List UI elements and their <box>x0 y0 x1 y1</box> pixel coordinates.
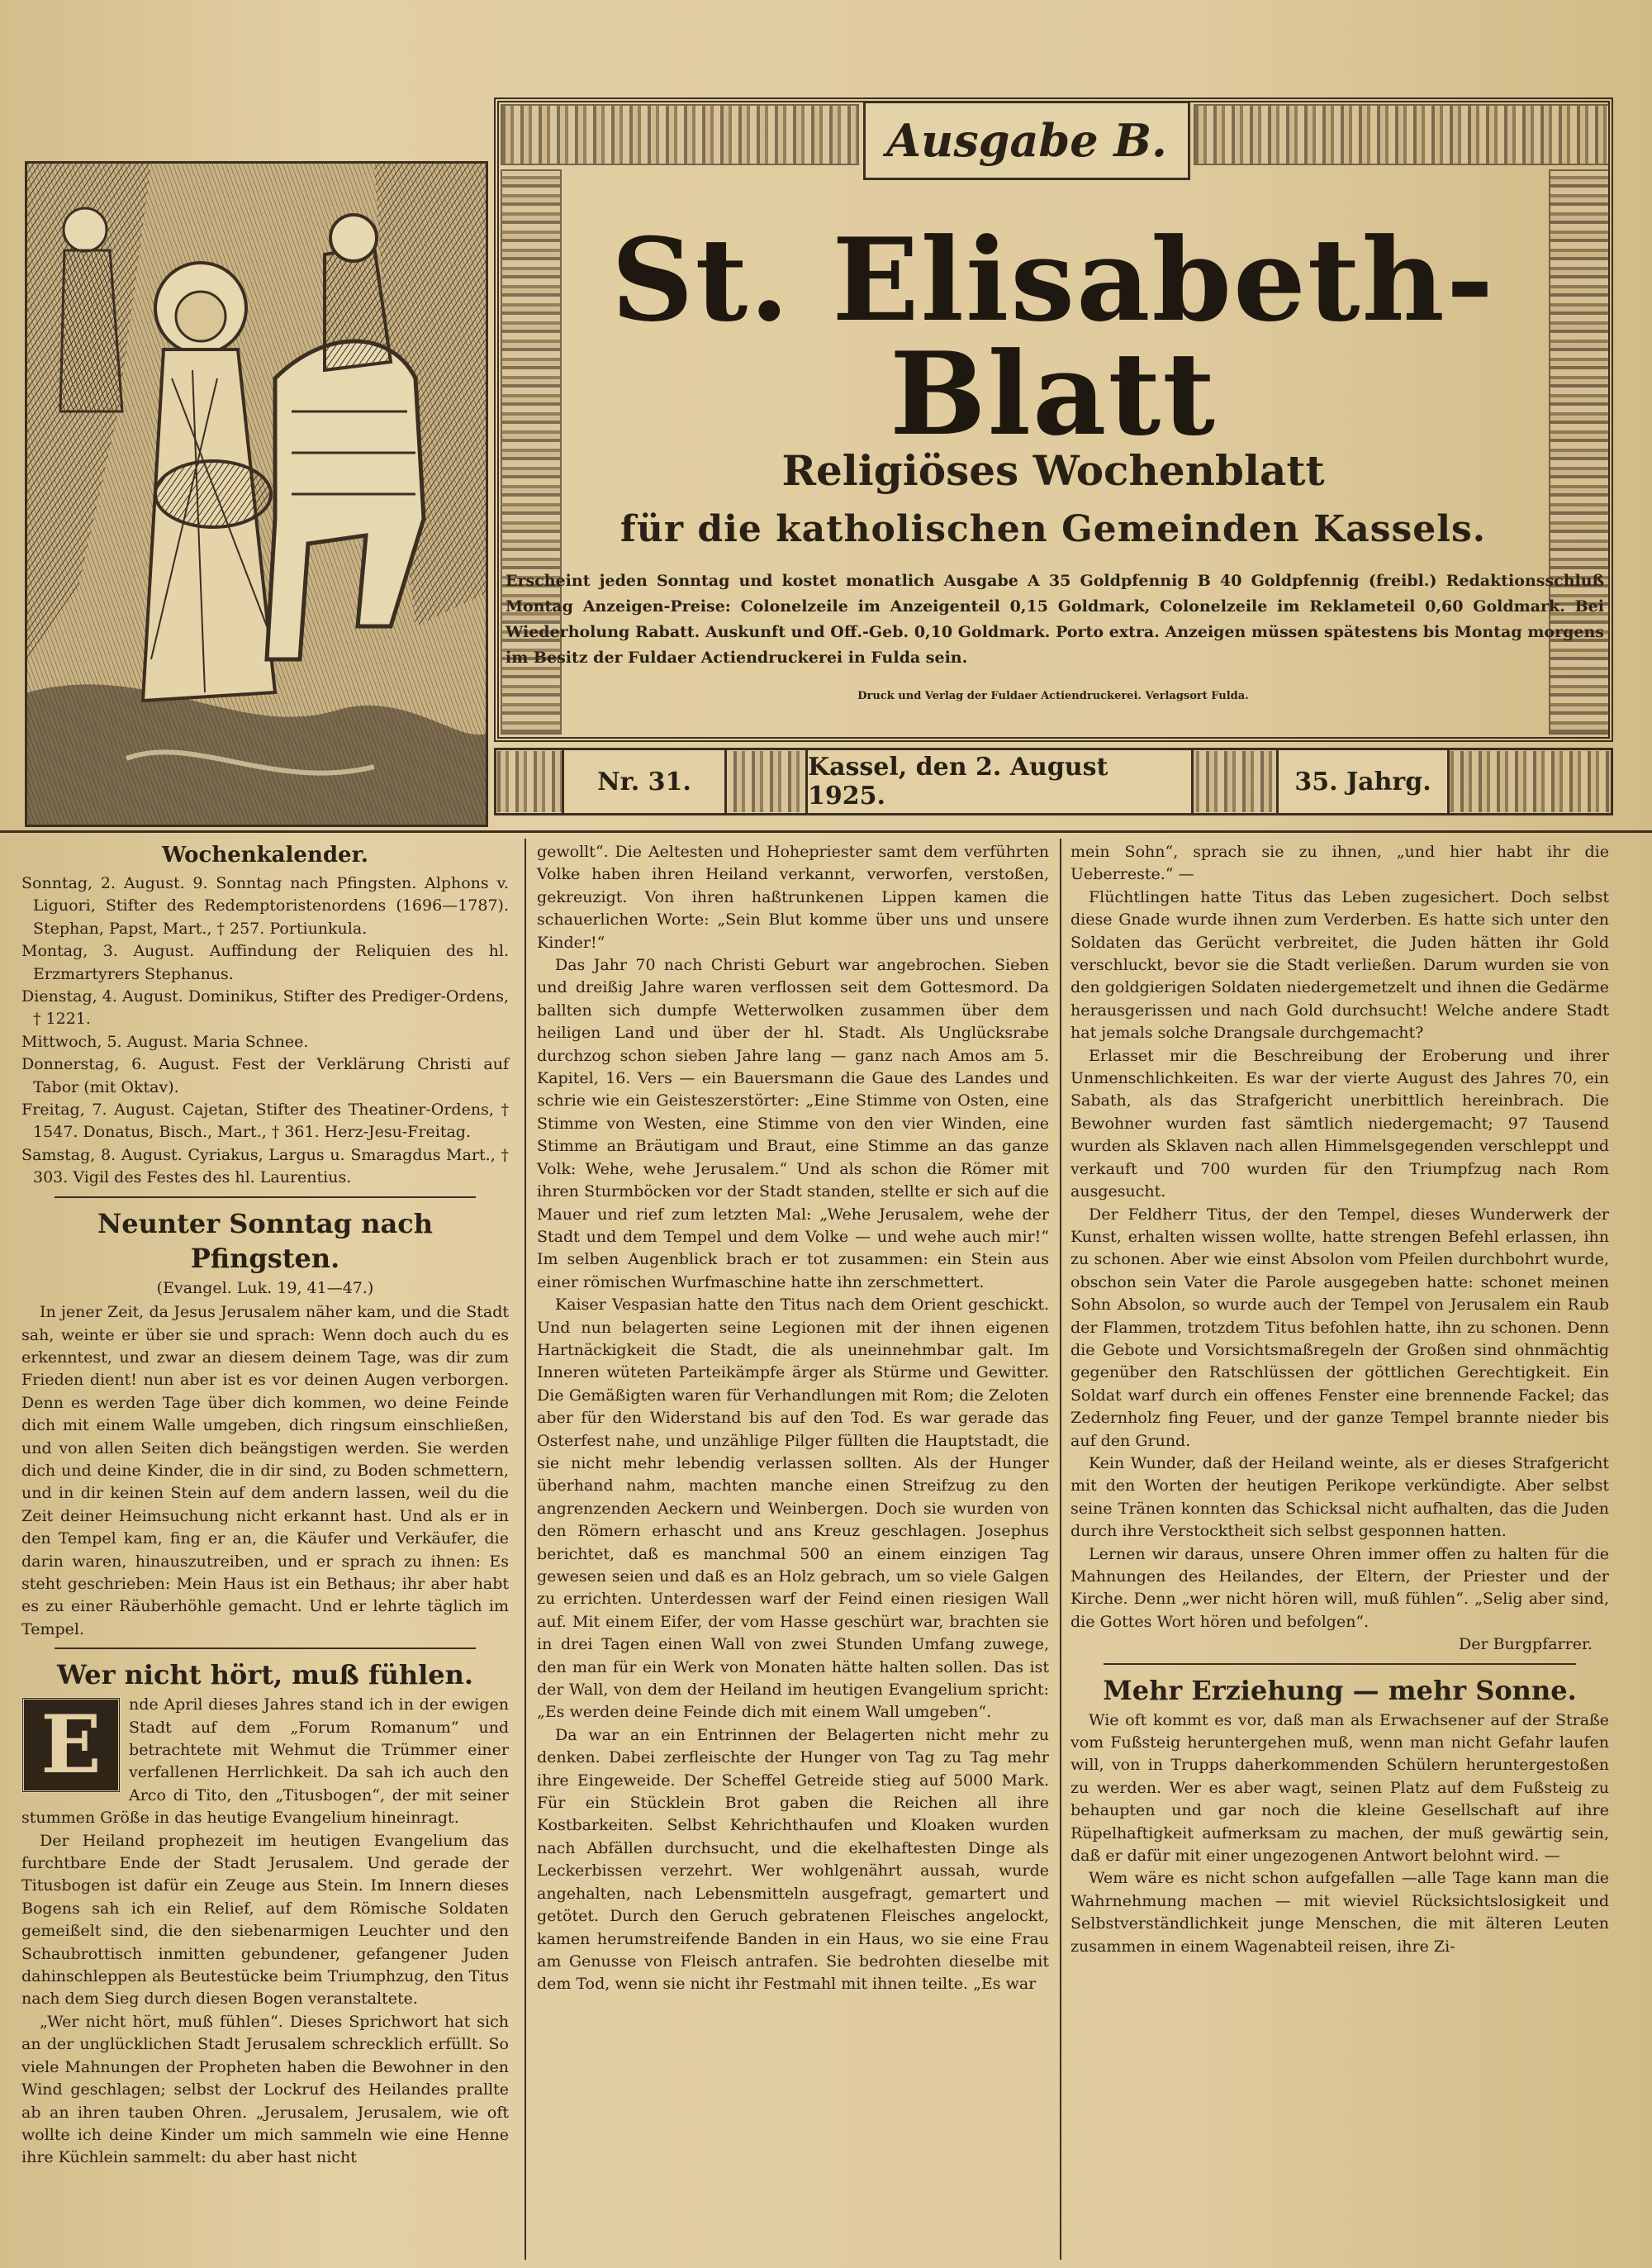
gospel-reference: (Evangel. Luk. 19, 41—47.) <box>156 1278 374 1297</box>
subscription-notice: Erscheint jeden Sonntag und kostet monatlich Ausgabe A 35 Goldpfennig B 40 Goldpfennig (freibl.) Redaktionsschluß Montag Anzeigen-Preise: Colonelzeile im Anzeigenteil 0,15 Goldmark, Colonelzeile im Reklameteil 0,60 Goldmark. Bei Wiederholung Rabatt. Auskunft und Off.-Geb. 0,10 Goldmark. Porto extra. Anzeigen müssen spätestens bis Montag morgens im Besitz der Fuldaer Actiendruckerei in Fulda sein. <box>506 572 1604 667</box>
newspaper-subtitle-2: für die katholischen Gemeinden Kassels. <box>620 508 1487 550</box>
ornament-band-left <box>501 104 859 165</box>
kalender-entry: Freitag, 7. August. Cajetan, Stifter des Theatiner-Ordens, † 1547. Donatus, Bisch., Mart., † 361. Herz-Jesu-Freitag. <box>21 1101 509 1142</box>
section-divider <box>1104 1663 1576 1665</box>
article-paragraph: Lernen wir daraus, unsere Ohren immer offen zu halten für die Mahnungen des Heilandes, der Eltern, der Priester und der Kirche. Denn „wer nicht hören will, muß fühlen“. „Selig aber sind, die Gottes Wort hören und befolgen“. <box>1070 1544 1609 1631</box>
article-paragraph: Erlasset mir die Beschreibung der Eroberung und ihrer Unmenschlichkeiten. Es war der vierte August des Jahres 70, ein Sabath, als das Strafgericht unerbittlich hereinbrach. Die Bewohner wurden fast sämtlich niedergemacht; 97 Tausend wurden als Sklaven nach allen Himmelsgegenden verschleppt und verkauft und 700 wurden für den Triumpfzug nach Rom ausgesucht. <box>1070 1046 1609 1201</box>
article-paragraph: mein Sohn“, sprach sie zu ihnen, „und hier habt ihr die Ueberreste.“ — <box>1070 843 1609 884</box>
kalender-entry: Montag, 3. August. Auffindung der Reliquien des hl. Erzmartyrers Stephanus. <box>21 942 509 983</box>
wochenkalender-heading: Wochenkalender. <box>162 843 368 868</box>
fuehlen-heading: Wer nicht hört, muß fühlen. <box>56 1659 474 1691</box>
decorated-initial: E <box>21 1697 121 1793</box>
column-3 <box>1070 841 1609 1958</box>
erziehung-heading: Mehr Erziehung — mehr Sonne. <box>1103 1674 1577 1706</box>
article-paragraph: Kaiser Vespasian hatte den Titus nach dem Orient geschickt. Und nun belagerten seine Legionen mit der ihnen eigenen Hartnäckigkeit die Stadt, die als uneinnehmbar galt. Im Inneren wüteten Parteikämpfe ärger als Stürme und Gewitter. Die Gemäßigten waren für Verhandlungen mit Rom; die Zeloten aber für den Widerstand bis auf den Tod. Es war gerade das Osterfest nahe, und unzählige Pilger füllten die Hauptstadt, die sie nicht mehr lebendig verlassen sollten. Als der Hunger überhand nahm, machten manche einen Streifzug zu den angrenzenden Aeckern und Weinbergen. Doch sie wurden von den Römern erhascht und ans Kreuz geschlagen. Josephus berichtet, daß es manchmal 500 an einem einzigen Tag gewesen seien und daß es an Holz gebrach, um so viele Galgen zu errichten. Unterdessen warf der Feind einen riesigen Wall auf. Mit einem Eifer, der vom Hasse geschürt war, brachten sie in drei Tagen einen Wall von zwei Stunden Umfang zuwege, den man für ein Werk von Monaten hätte halten sollen. Das ist der Wall, von dem der Heiland im heutigen Evangelium spricht: „Es werden deine Feinde dich mit einem Wall umgeben“. <box>537 1296 1049 1722</box>
header-rule <box>0 830 1652 833</box>
section-divider <box>55 1648 476 1649</box>
edition-label: Ausgabe B. <box>863 101 1190 180</box>
kalender-entry: Samstag, 8. August. Cyriakus, Largus u. Smaragdus Mart., † 303. Vigil des Festes des hl. Laurentius. <box>21 1145 509 1187</box>
gospel-text: In jener Zeit, da Jesus Jerusalem näher kam, und die Stadt sah, weinte er über sie und sprach: Wenn doch auch du es erkenntest, und zwar an diesem deinem Tage, was dir zum Frieden dient! nun aber ist es vor deinen Augen verborgen. Denn es werden Tage über dich kommen, wo deine Feinde dich mit einem Walle umgeben, dich ringsum einschließen, und von allen Seiten dich beängstigen werden. Sie werden dich und deine Kinder, die in dir sind, zu Boden schmettern, und in dir keinen Stein auf dem andern lassen, weil du die Zeit deiner Heimsuchung nicht erkannt hast. Und als er in den Tempel kam, fing er an, die Käufer und Verkäufer, die darin waren, hinauszutreiben, und er sprach zu ihnen: Es steht geschrieben: Mein Haus ist ein Bethaus; ihr aber habt es zu einer Räuberhöhle gemacht. Und er lehrte täglich im Tempel. <box>21 1303 509 1638</box>
article-paragraph: Kein Wunder, daß der Heiland weinte, als er dieses Strafgericht mit den Worten der heutigen Perikope verkündigte. Aber selbst seine Tränen konnten das Schicksal nicht aufhalten, das die Juden durch ihre Verstocktheit sich selbst gesponnen hatten. <box>1070 1453 1609 1541</box>
column-rule-2 <box>1060 839 1061 2260</box>
issue-number: Nr. 31. <box>562 748 727 815</box>
column-2 <box>537 841 1049 1996</box>
article-paragraph: Der Heiland prophezeit im heutigen Evangelium das furchtbare Ende der Stadt Jerusalem. Und gerade der Titusbogen ist dafür ein Zeuge aus Stein. Im Innern dieses Bogens sah ich ein Relief, auf dem Römische Soldaten gemeißelt sind, die den siebenarmigen Leuchter und den Schaubrottisch inmitten gebundener, gefangener Juden dahinschleppen als Beutestücke beim Triumphzug, den Titus nach dem Sieg durch diesen Bogen veranstaltete. <box>21 1831 509 2009</box>
ornament-band-right <box>1194 104 1610 165</box>
column-rule-1 <box>525 839 526 2260</box>
imprint-line: Druck und Verlag der Fuldaer Actiendruckerei. Verlagsort Fulda. <box>857 690 1249 702</box>
article-paragraph: „Wer nicht hört, muß fühlen“. Dieses Sprichwort hat sich an der unglücklichen Stadt Jerusalem schrecklich erfüllt. So viele Mahnungen der Propheten haben die Bewohner in den Wind geschlagen; selbst der Lockruf des Heilandes prallte ab an ihren tauben Ohren. „Jerusalem, Jerusalem, wie oft wollte ich deine Kinder um mich sammeln wie eine Henne ihre Küchlein sammelt: du aber hast nicht <box>21 2012 509 2167</box>
kalender-entry: Donnerstag, 6. August. Fest der Verklärung Christi auf Tabor (mit Oktav). <box>21 1055 509 1096</box>
article-paragraph: Das Jahr 70 nach Christi Geburt war angebrochen. Sieben und dreißig Jahre waren verflossen seit dem Gottesmord. Da ballten sich dumpfe Wetterwolken zusammen über dem heiligen Land und über der hl. Stadt. Als Unglücksrabe durchzog schon sieben Jahre lang — ganz nach Amos am 5. Kapitel, 16. Vers — ein Bauersmann die Gaue des Landes und schrie wie ein Geisteszerstörter: „Eine Stimme von Osten, eine Stimme von Westen, eine Stimme von den vier Winden, eine Stimme an Bräutigam und Braut, eine Stimme an das ganze Volk: Wehe, wehe Jerusalem.“ Und als schon die Römer mit ihren Sturmböcken vor der Stadt standen, stellte er sich auf die Mauer und rief zum letzten Mal: „Wehe Jerusalem, wehe der Stadt und dem Tempel und dem Volke — und wehe auch mir!“ Im selben Augenblick brach er tot zusammen: ein Stein aus einer römischen Wurfmaschine hatte ihn zerschmettert. <box>537 956 1049 1291</box>
wochenkalender-list <box>21 872 509 1190</box>
newspaper-subtitle: Religiöses Wochenblatt <box>781 446 1325 495</box>
article-paragraph: gewollt“. Die Aeltesten und Hohepriester samt dem verführten Volke haben ihren Heiland verkannt, verworfen, verstoßen, gekreuzigt. Von ihren haßtrunkenen Lippen kamen die schauerlichen Worte: „Sein Blut komme über uns und unsere Kinder!“ <box>537 843 1049 952</box>
section-divider <box>55 1196 476 1198</box>
newspaper-title: St. Elisabeth-Blatt <box>610 212 1496 461</box>
article-paragraph: nde April dieses Jahres stand ich in der ewigen Stadt auf dem „Forum Romanum“ und betrachtete mit Wehmut die Trümmer einer verfallenen Herrlichkeit. Da sah ich auch den Arco di Tito, den „Titusbogen“, der mit seiner stummen Größe in das heutige Evangelium hineinragt. <box>21 1695 509 1828</box>
article-paragraph: Wie oft kommt es vor, daß man als Erwachsener auf der Straße vom Fußsteig heruntergehen muß, wenn man nicht Gefahr laufen will, von in Trupps daherkommenden Schülern heruntergestoßen zu werden. Wer es aber wagt, seinen Platz auf dem Fußsteig zu behaupten und gar noch die kleine Gesellschaft auf ihre Rüpelhaftigkeit aufmerksam zu machen, der muß gewärtig sein, daß er dafür mit einer ungezogenen Antwort belohnt wird. — <box>1070 1710 1609 1866</box>
kalender-entry: Mittwoch, 5. August. Maria Schnee. <box>21 1032 309 1051</box>
column-1 <box>21 841 509 2170</box>
article-paragraph: Flüchtlingen hatte Titus das Leben zugesichert. Doch selbst diese Gnade wurde ihnen zum Verderben. Es hatte sich unter den Soldaten das Gerücht verbreitet, die Juden hätten ihr Gold verschluckt, bevor sie die Stadt verließen. Darum wurden sie von den goldgierigen Soldaten niedergemetzelt und ihnen die Gedärme herausgerissen und nach Gold durchsucht! Welche andere Stadt hat jemals solche Drangsale durchgemacht? <box>1070 887 1609 1043</box>
article-paragraph: Da war an ein Entrinnen der Belagerten nicht mehr zu denken. Dabei zerfleischte der Hunger von Tag zu Tag mehr ihre Eingeweide. Der Scheffel Getreide stieg auf 5000 Mark. Für ein Stücklein Brot gaben die Reichen all ihre Kostbarkeiten. Selbst Kehrichthaufen und Kloaken wurden nach Abfällen durchsucht, und die ekelhaftesten Dinge als Leckerbissen verzehrt. Wer wohlgenährt aussah, wurde angehalten, nach Lebensmitteln ausgefragt, gemartert und getötet. Durch den Geruch gebratenen Fleisches angelockt, kamen herumstreifende Banden in ein Haus, wo sie eine Frau am Genusse von Fleisch antrafen. Sie bedrohten dieselbe mit dem Tod, wenn sie nicht ihr Festmahl mit ihnen teilte. „Es war <box>537 1725 1049 1994</box>
article-paragraph: Der Feldherr Titus, der den Tempel, dieses Wunderwerk der Kunst, erhalten wissen wollte, hatte strengen Befehl erlassen, ihn zu schonen. Aber wie einst Absolon vom Pfeilen durchbohrt wurde, obschon sein Vater die Parole ausgegeben hatte: schonet meinen Sohn Absolon, so wurde auch der Tempel von Jerusalem ein Raub der Flammen, trotzdem Titus befohlen hatte, ihn zu schonen. Denn die Gebote und Vorsichtsmaßregeln der Großen sind ohnmächtig gegenüber den Ratschlüssen der göttlichen Gerechtigkeit. Ein Soldat warf durch ein offenes Fenster eine brennende Fackel; das Zedernholz fing Feuer, und der ganze Tempel brannte nieder bis auf den Grund. <box>1070 1205 1609 1450</box>
issue-year: 35. Jahrg. <box>1276 748 1450 815</box>
st-elisabeth-illustration <box>25 161 488 827</box>
article-paragraph: Wem wäre es nicht schon aufgefallen —alle Tage kann man die Wahrnehmung machen — mit wieviel Rücksichtslosigkeit und Selbstverständlichkeit junge Menschen, die mit älteren Leuten zusammen in einem Wagenabteil reisen, ihre Zi- <box>1070 1869 1609 1956</box>
kalender-entry: Dienstag, 4. August. Dominikus, Stifter des Prediger-Ordens, † 1221. <box>21 987 509 1029</box>
issue-dateline: Kassel, den 2. August 1925. <box>805 748 1194 815</box>
sonntag-heading: Neunter Sonntag nach Pfingsten. <box>97 1207 434 1274</box>
article-signature: Der Burgpfarrer. <box>1458 1635 1593 1654</box>
kalender-entry: Sonntag, 2. August. 9. Sonntag nach Pfingsten. Alphons v. Liguori, Stifter des Redemptoristenordens (1696—1787). Stephan, Papst, Mart., † 257. Portiunkula. <box>21 874 509 938</box>
